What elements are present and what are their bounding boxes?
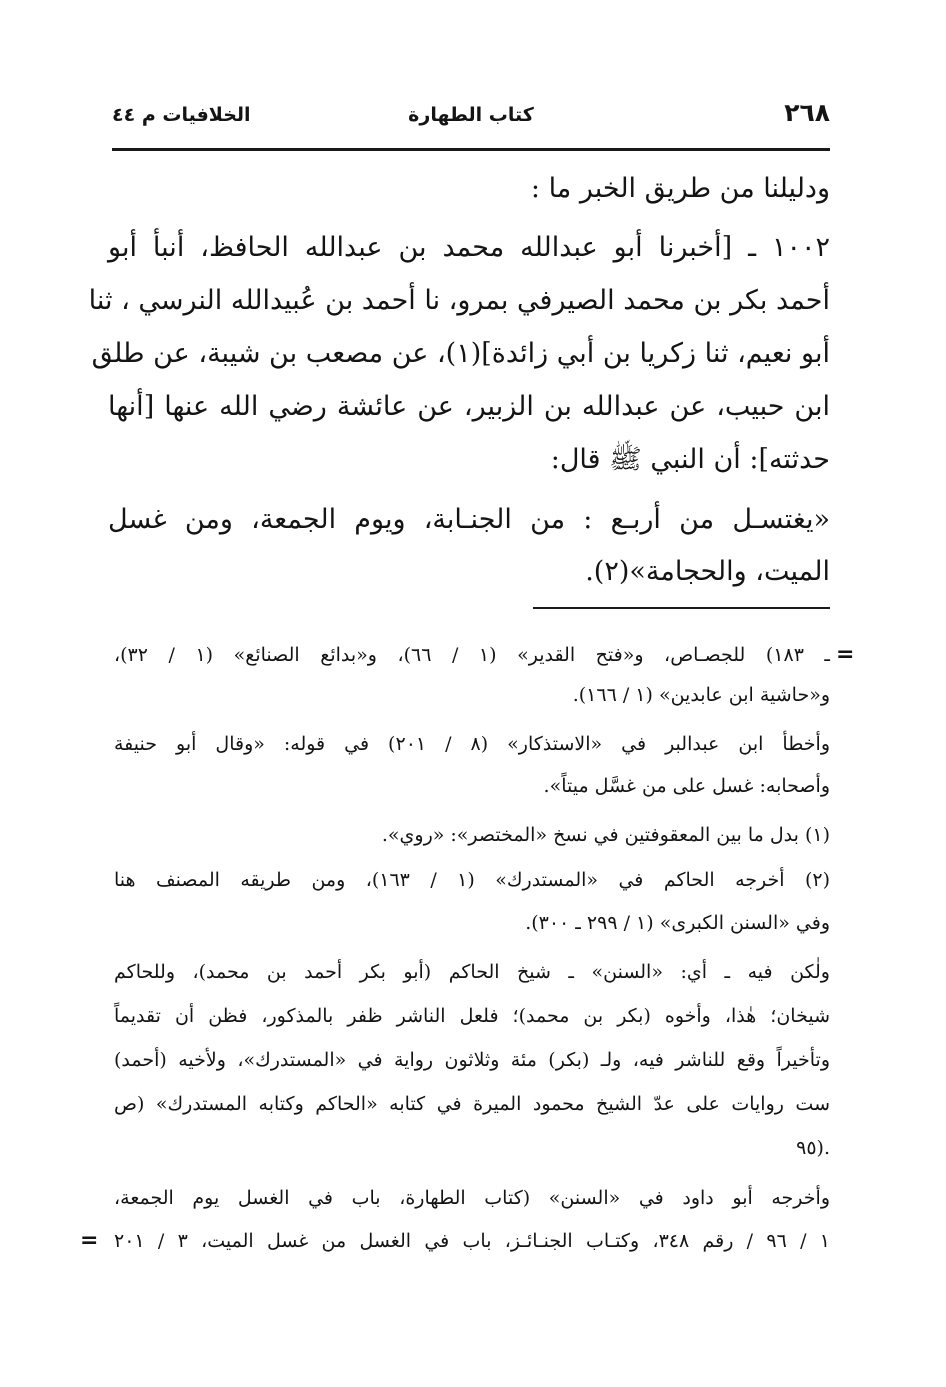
footnote-line: ١ / ٩٦ / رقم ٣٤٨، وكتـاب الجنـائـز، باب في الغسل من غسل الميت، ٣ / ٢٠١ [114, 1230, 830, 1252]
running-header [112, 98, 830, 138]
footnote-line: وتأخيراً وقع للناشر فيه، ولـ (بكر) مئة وثلاثون رواية في «المستدرك»، ولأخيه (أحمد) [114, 1049, 830, 1071]
footnote-line: و«حاشية ابن عابدين» (١ / ١٦٦). [572, 684, 830, 706]
running-title: الخلافيات م ٤٤ [112, 104, 251, 126]
chapter-title: كتاب الطهارة [408, 104, 534, 126]
footnote-line: وأخطأ ابن عبدالبر في «الاستذكار» (٨ / ٢٠١) في قوله: «وقال أبو حنيفة [114, 733, 830, 755]
header-rule [112, 148, 830, 151]
page-number: ٢٦٨ [784, 98, 830, 127]
hadith-line: الميت، والحجامة»(٢). [585, 556, 830, 587]
footnote-line: وأخرجه أبو داود في «السنن» (كتاب الطهارة، باب في الغسل يوم الجمعة، [114, 1187, 830, 1209]
footnote-line: ـ ١٨٣) للجصـاص، و«فتح القدير» (١ / ٦٦)، و«بدائع الصنائع» (١ / ٣٢)، [114, 644, 830, 666]
main-line: أحمد بكر بن محمد الصيرفي بمرو، نا أحمد بن عُبيدالله النرسي ، ثنا [88, 285, 830, 316]
footnote-line: .(٩٥ [796, 1137, 830, 1159]
footnote-line: وفي «السنن الكبرى» (١ / ٢٩٩ ـ ٣٠٠). [525, 912, 830, 934]
main-line: حدثته]: أن النبي ﷺ قال: [550, 444, 830, 475]
main-line: ودليلنا من طريق الخبر ما : [530, 173, 830, 204]
footnote-line: (٢) أخرجه الحاكم في «المستدرك» (١ / ١٦٣)، ومن طريقه المصنف هنا [114, 869, 830, 891]
main-line: ١٠٠٢ ـ [أخبرنا أبو عبدالله محمد بن عبدالله الحافظ، أنبأ أبو [108, 232, 830, 263]
footnote-separator [533, 607, 830, 609]
footnote-line: ست روايات على عدّ الشيخ محمود الميرة في كتابه «الحاكم وكتابه المستدرك» (ص [114, 1093, 830, 1115]
main-line: أبو نعيم، ثنا زكريا بن أبي زائدة](١)، عن مصعب بن شيبة، عن طلق [91, 338, 830, 369]
footnote-line: وأصحابه: غسل على من غسَّل ميتاً». [543, 775, 830, 797]
hadith-line: «يغتسـل من أربـع : من الجنـابة، ويوم الجمعة، ومن غسل [108, 504, 830, 535]
footnote-line: ولٰكن فيه ـ أي: «السنن» ـ شيخ الحاكم (أبو بكر أحمد بن محمد)، وللحاكم [114, 961, 830, 983]
footnote-line: شيخان؛ هٰذا، وأخوه (بكر بن محمد)؛ فلعل الناشر ظفر بالمذكور، فظن أن تقديماً [114, 1005, 830, 1027]
continuation-mark: = [80, 1228, 99, 1253]
main-line: ابن حبيب، عن عبدالله بن الزبير، عن عائشة رضي الله عنها [أنها [108, 391, 830, 422]
continuation-mark: = [836, 642, 855, 667]
footnote-line: (١) بدل ما بين المعقوفتين في نسخ «المختصر»: «روي». [381, 824, 830, 846]
